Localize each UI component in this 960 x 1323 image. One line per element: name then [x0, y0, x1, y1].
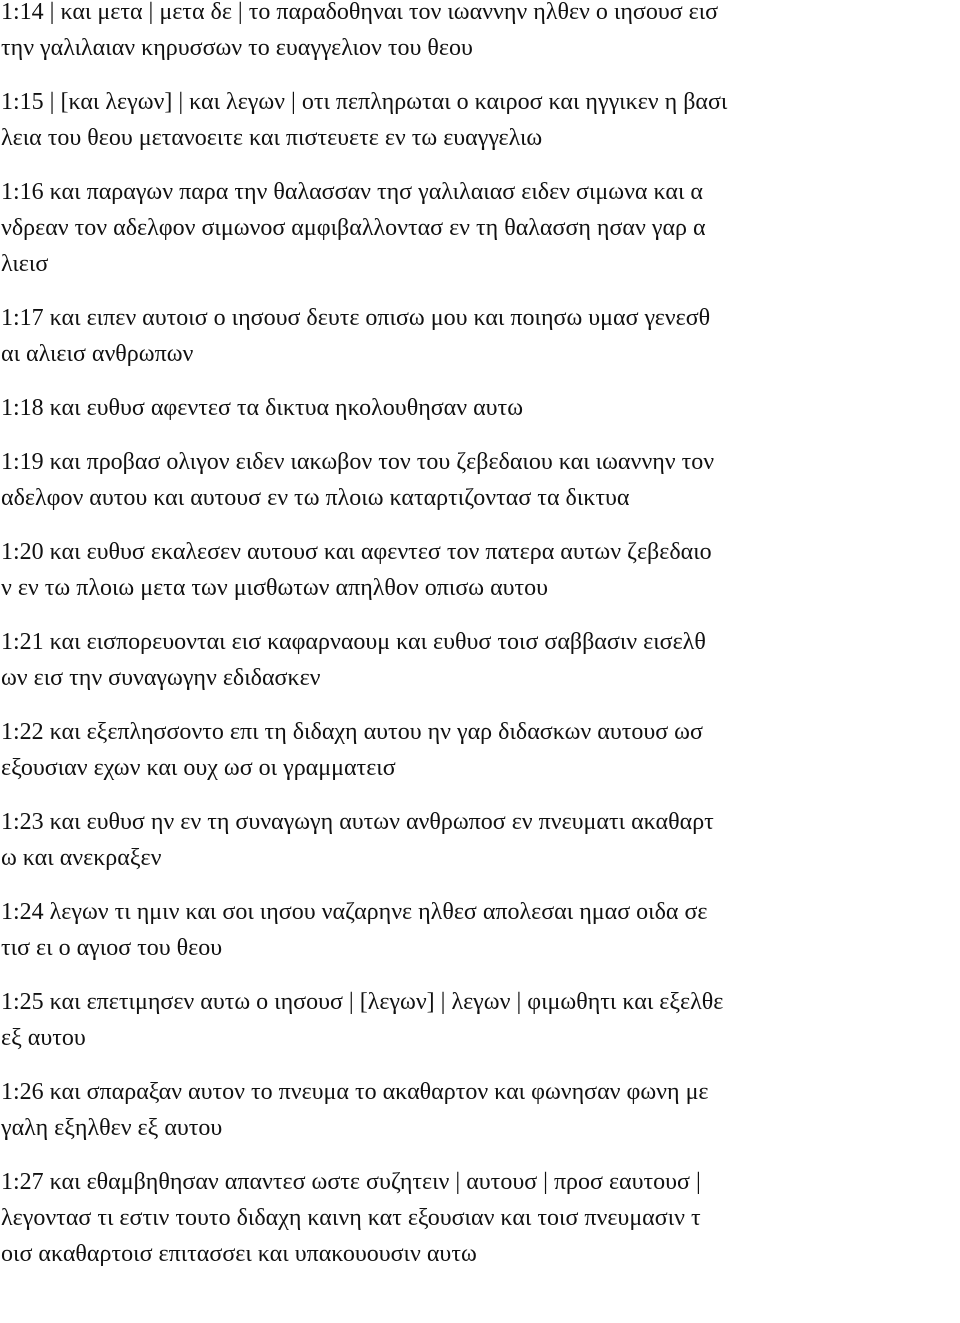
verse-1-18: 1:18 και ευθυσ αφεντεσ τα δικτυα ηκολουθησαν αυτω — [1, 395, 523, 421]
verse-1-27: 1:27 και εθαμβηθησαν απαντεσ ωστε συζητειν | αυτουσ | προσ εαυτουσ | λεγοντασ τι εστιν τουτο διδαχη καινη κατ εξουσιαν και τοισ πνευμασιν τ οισ ακαθαρτοισ επιτασσει και υπακουουσιν αυτω — [1, 1169, 701, 1267]
verse-1-15: 1:15 | [και λεγων] | και λεγων | οτι πεπληρωται ο καιροσ και ηγγικεν η βασι λεια του θεου μετανοειτε και πιστευετε εν τω ευαγγελιω — [1, 89, 728, 151]
verse-1-24: 1:24 λεγων τι ημιν και σοι ιησου ναζαρηνε ηλθεσ απολεσαι ημασ οιδα σε τισ ει ο αγιοσ του θεου — [1, 899, 708, 961]
verse-1-23: 1:23 και ευθυσ ην εν τη συναγωγη αυτων ανθρωποσ εν πνευματι ακαθαρτ ω και ανεκραξεν — [1, 809, 714, 871]
verse-1-17: 1:17 και ειπεν αυτοισ ο ιησουσ δευτε οπισω μου και ποιησω υμασ γενεσθ αι αλιεισ ανθρωπων — [1, 305, 711, 367]
verse-1-25: 1:25 και επετιμησεν αυτω ο ιησουσ | [λεγων] | λεγων | φιμωθητι και εξελθε εξ αυτου — [1, 989, 724, 1051]
verse-1-21: 1:21 και εισπορευονται εισ καφαρναουμ και ευθυσ τοισ σαββασιν εισελθ ων εισ την συναγωγην εδιδασκεν — [1, 629, 706, 691]
verse-1-19: 1:19 και προβασ ολιγον ειδεν ιακωβον τον του ζεβεδαιου και ιωαννην τον αδελφον αυτου και αυτουσ εν τω πλοιω καταρτιζοντασ τα δικτυα — [1, 449, 715, 511]
verse-1-20: 1:20 και ευθυσ εκαλεσεν αυτουσ και αφεντεσ τον πατερα αυτων ζεβεδαιο ν εν τω πλοιω μετα των μισθωτων απηλθον οπισω αυτου — [1, 539, 712, 601]
verse-1-22: 1:22 και εξεπλησσοντο επι τη διδαχη αυτου ην γαρ διδασκων αυτουσ ωσ εξουσιαν εχων και ουχ ωσ οι γραμματεισ — [1, 719, 703, 781]
verse-1-14: 1:14 | και μετα | μετα δε | το παραδοθηναι τον ιωαννην ηλθεν ο ιησουσ εισ την γαλιλαιαν κηρυσσων το ευαγγελιον του θεου — [1, 0, 719, 61]
verse-1-16: 1:16 και παραγων παρα την θαλασσαν τησ γαλιλαιασ ειδεν σιμωνα και α νδρεαν τον αδελφον σιμωνοσ αμφιβαλλοντασ εν τη θαλασση ησαν γαρ α λιεισ — [1, 179, 706, 277]
verse-1-26: 1:26 και σπαραξαν αυτον το πνευμα το ακαθαρτον και φωνησαν φωνη με γαλη εξηλθεν εξ αυτου — [1, 1079, 709, 1141]
